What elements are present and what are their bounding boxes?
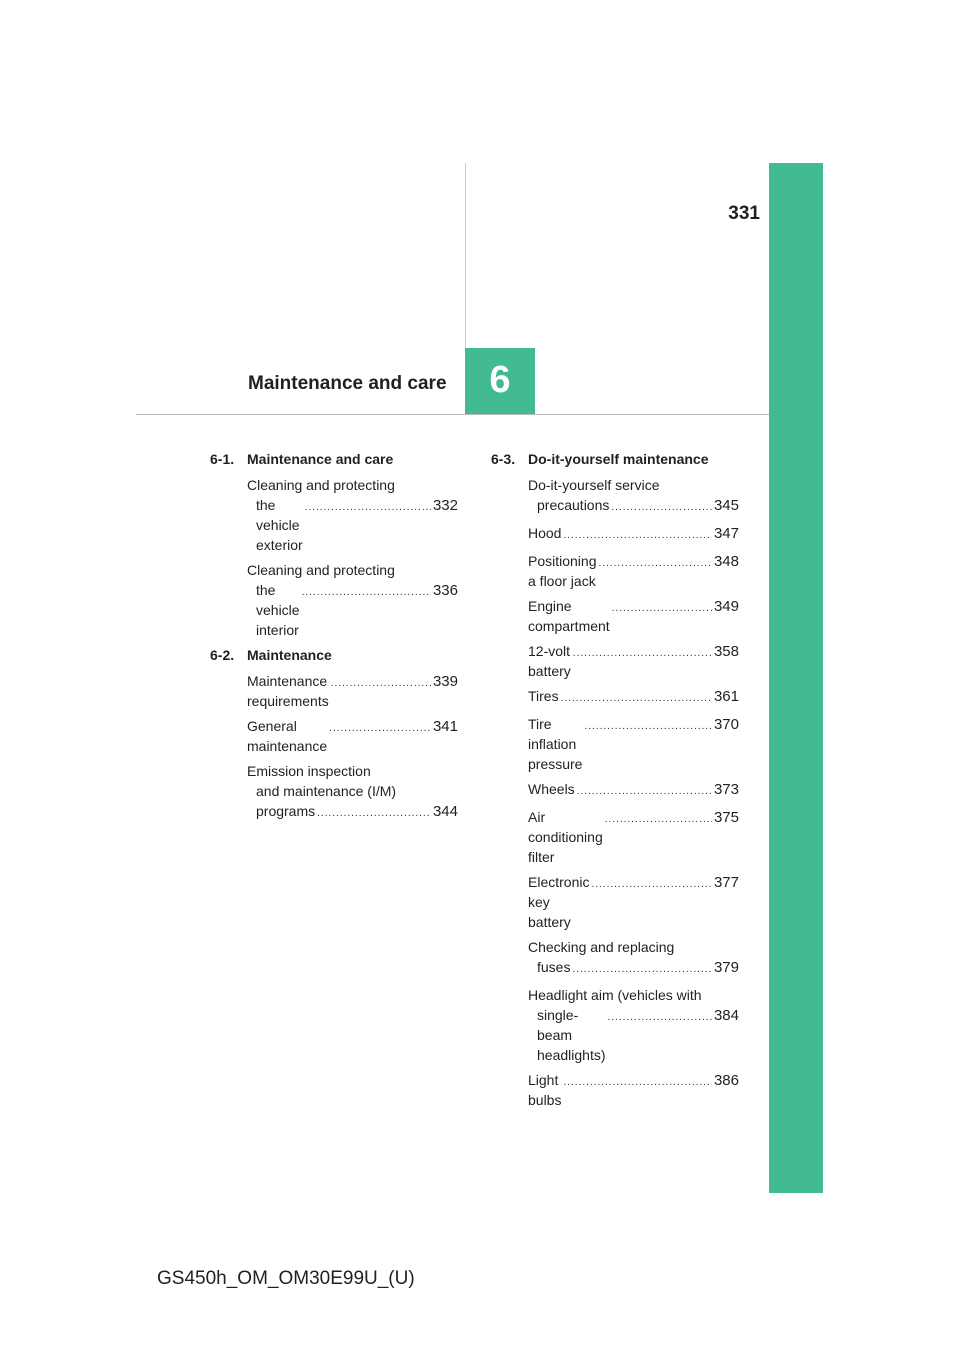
leader-dots	[577, 782, 712, 802]
entry-title-line: single-beam headlights)	[537, 1007, 606, 1063]
entry-title-line: Emission inspection	[247, 763, 371, 779]
leader-dots	[573, 644, 712, 664]
entry-title-line: Cleaning and protecting	[247, 477, 395, 493]
section-heading	[210, 449, 458, 475]
toc-entry[interactable]	[528, 807, 739, 867]
toc-entry[interactable]	[528, 872, 739, 932]
toc-entry[interactable]	[528, 985, 739, 1065]
entry-page: 345	[713, 497, 739, 514]
entry-page: 384	[713, 1007, 739, 1024]
toc-entry[interactable]	[528, 641, 739, 681]
entry-title-line: Headlight aim (vehicles with	[528, 987, 702, 1003]
entry-last-line	[247, 801, 458, 824]
section-heading	[491, 449, 739, 475]
chapter-side-tab	[769, 163, 823, 1193]
leader-dots	[612, 599, 712, 619]
toc-left-column	[210, 449, 458, 829]
entry-page: 349	[713, 598, 739, 615]
toc-section	[210, 449, 458, 640]
entry-title-line: and maintenance (I/M)	[256, 783, 397, 799]
toc-entry[interactable]	[528, 551, 739, 591]
entry-title: General maintenance	[247, 718, 328, 754]
chapter-title: Maintenance and care	[248, 373, 447, 394]
leader-dots	[599, 554, 712, 574]
entry-page: 344	[432, 803, 458, 820]
toc-entry[interactable]	[528, 1070, 739, 1110]
section-number: 6-2.	[210, 647, 235, 663]
section-title: Do-it-yourself maintenance	[528, 451, 709, 467]
entry-title: Positioning a floor jack	[528, 553, 597, 589]
entry-title-line: Do-it-yourself service	[528, 477, 660, 493]
leader-dots	[331, 674, 431, 694]
leader-dots	[591, 875, 712, 895]
section-number: 6-1.	[210, 451, 235, 467]
toc-entry[interactable]	[528, 714, 739, 774]
leader-dots	[305, 498, 431, 518]
toc-section	[491, 449, 739, 1110]
entry-page: 339	[432, 673, 458, 690]
vertical-divider	[465, 163, 466, 348]
leader-dots	[605, 810, 712, 830]
entry-title: Light bulbs	[528, 1072, 562, 1108]
entry-title: Maintenance requirements	[247, 673, 329, 709]
entry-last-line	[247, 580, 458, 640]
entry-title-line: the vehicle interior	[256, 582, 300, 638]
entry-page: 358	[713, 643, 739, 660]
entry-title: Tires	[528, 688, 559, 704]
entry-title-line: Checking and replacing	[528, 939, 675, 955]
toc-entry[interactable]	[247, 761, 458, 824]
toc-section	[210, 645, 458, 824]
chapter-number-badge: 6	[465, 348, 535, 414]
leader-dots	[561, 689, 712, 709]
toc-entry[interactable]	[528, 779, 739, 802]
section-number: 6-3.	[491, 451, 516, 467]
entry-page: 377	[713, 874, 739, 891]
entry-title: Tire inflation pressure	[528, 716, 583, 772]
leader-dots	[572, 960, 712, 980]
entry-page: 336	[432, 582, 458, 599]
toc-entry[interactable]	[528, 523, 739, 546]
toc-entry[interactable]	[528, 937, 739, 980]
entry-title: 12-volt battery	[528, 643, 571, 679]
toc-entry[interactable]	[528, 475, 739, 518]
entry-page: 341	[432, 718, 458, 735]
leader-dots	[607, 1008, 711, 1028]
entry-page: 370	[713, 716, 739, 733]
toc-entry[interactable]	[528, 596, 739, 636]
entry-last-line	[528, 1005, 739, 1065]
section-heading	[210, 645, 458, 671]
leader-dots	[563, 526, 712, 546]
entry-title: Hood	[528, 525, 562, 541]
entry-title-line: Cleaning and protecting	[247, 562, 395, 578]
entry-page: 348	[713, 553, 739, 570]
entry-title-line: fuses	[537, 959, 571, 975]
entry-page: 375	[713, 809, 739, 826]
toc-entry[interactable]	[528, 686, 739, 709]
leader-dots	[302, 583, 431, 603]
entry-page: 347	[713, 525, 739, 542]
entry-title-line: precautions	[537, 497, 610, 513]
entry-page: 332	[432, 497, 458, 514]
entry-page: 361	[713, 688, 739, 705]
entry-last-line	[528, 495, 739, 518]
leader-dots	[611, 498, 712, 518]
entry-last-line	[528, 957, 739, 980]
entry-title: Engine compartment	[528, 598, 610, 634]
leader-dots	[563, 1073, 712, 1093]
toc-entry[interactable]	[247, 671, 458, 711]
toc-right-column	[491, 449, 739, 1115]
header-rule	[136, 414, 769, 415]
entry-title: Air conditioning filter	[528, 809, 603, 865]
leader-dots	[317, 804, 431, 824]
entry-page: 386	[713, 1072, 739, 1089]
section-title: Maintenance and care	[247, 451, 394, 467]
entry-last-line	[247, 495, 458, 555]
toc-entry[interactable]	[247, 716, 458, 756]
leader-dots	[584, 717, 712, 737]
entry-title-line: the vehicle exterior	[256, 497, 303, 553]
entry-title: Electronic key battery	[528, 874, 590, 930]
toc-entry[interactable]	[247, 475, 458, 555]
entry-title: Wheels	[528, 781, 575, 797]
entry-page: 373	[713, 781, 739, 798]
section-title: Maintenance	[247, 647, 332, 663]
leader-dots	[329, 719, 431, 739]
entry-page: 379	[713, 959, 739, 976]
footer-code: GS450h_OM_OM30E99U_(U)	[157, 1268, 415, 1289]
toc-entry[interactable]	[247, 560, 458, 640]
page-number: 331	[728, 203, 760, 224]
entry-title-line: programs	[256, 803, 316, 819]
